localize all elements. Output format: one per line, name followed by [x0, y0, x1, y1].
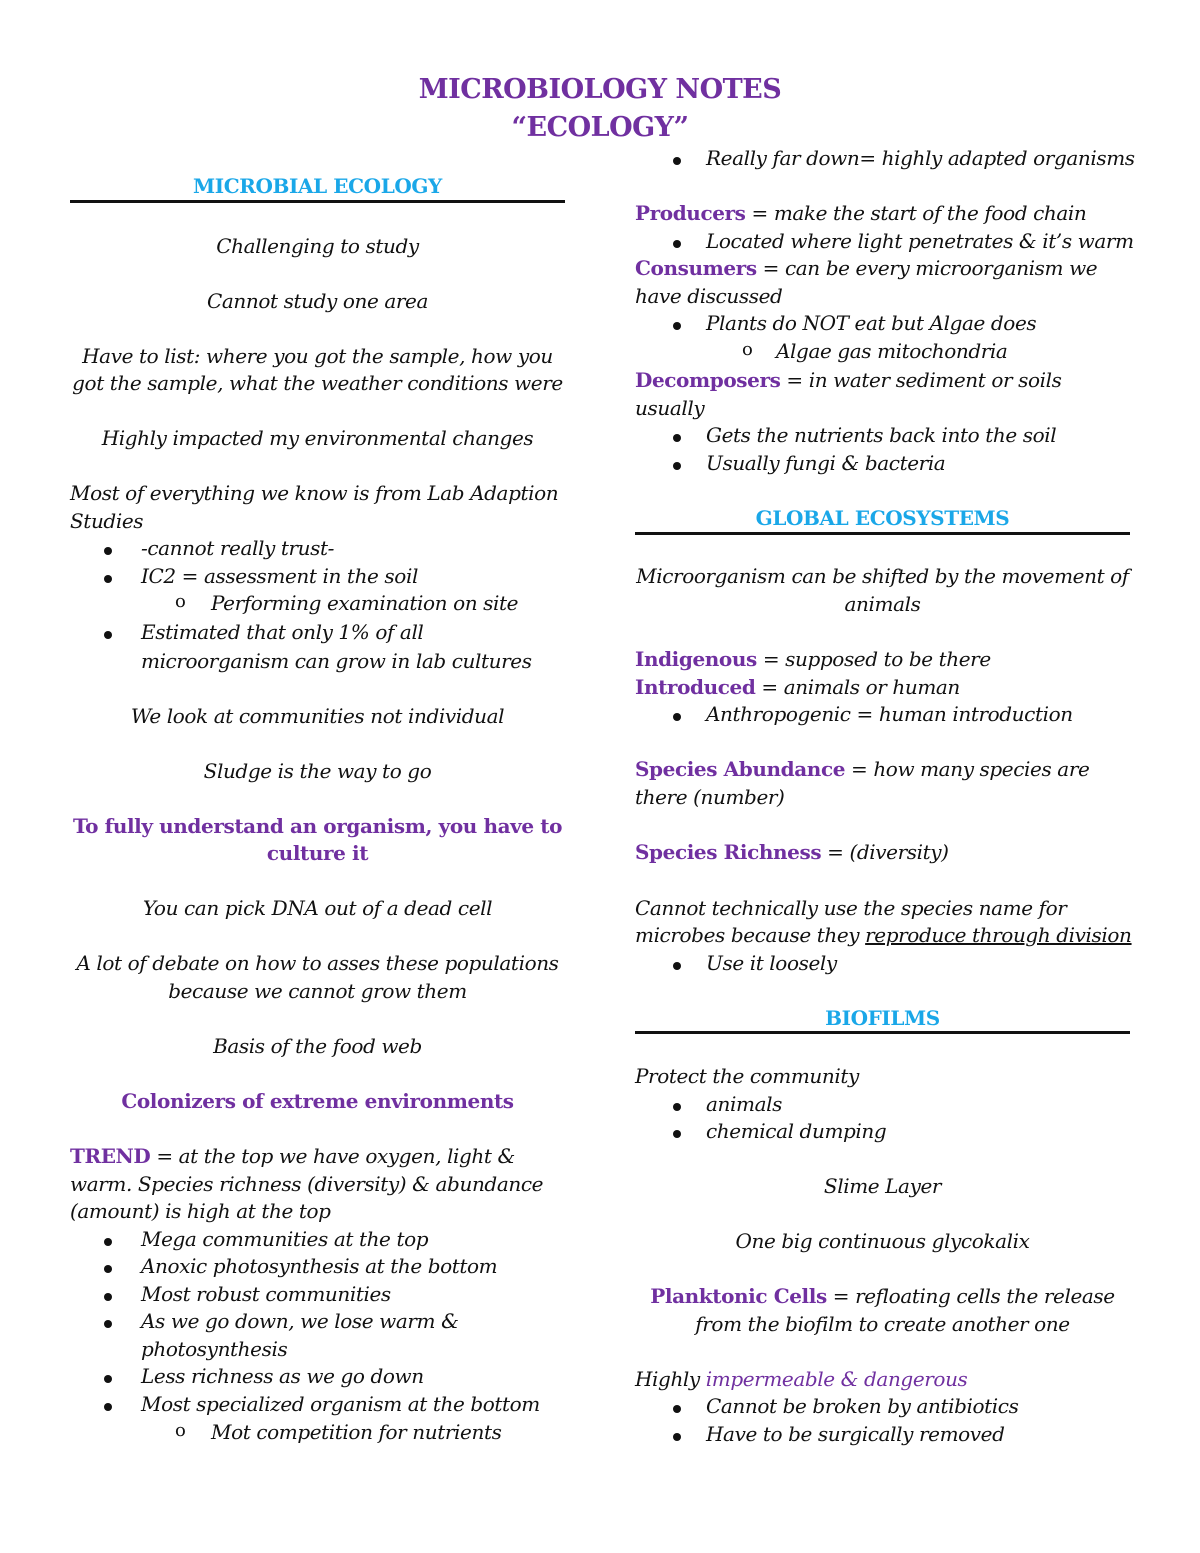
emphasis-line: culture it	[266, 841, 369, 865]
term-line	[635, 838, 1130, 866]
sub-bullet-item: Performing examination on site	[211, 591, 519, 615]
sub-bullet-item: Mot competition for nutrients	[211, 1420, 502, 1444]
note-line: Have to list: where you got the sample, how you	[82, 344, 553, 368]
note-line: Slime Layer	[823, 1174, 942, 1198]
document-title: MICROBIOLOGY NOTES	[418, 74, 782, 105]
term-definition: = in water sediment or soils	[780, 368, 1062, 392]
bullet-item: Use it loosely	[706, 951, 837, 975]
term-label: Species Abundance	[635, 757, 846, 781]
term-line	[635, 1282, 1130, 1310]
bullet-item: Less richness as we go down	[141, 1364, 424, 1388]
note-line: Cannot study one area	[206, 289, 429, 313]
bullet-icon	[673, 713, 681, 721]
bullet-item: microorganism can grow in lab cultures	[141, 649, 532, 673]
term-label: Planktonic Cells	[650, 1284, 827, 1308]
emphasis-text: impermeable & dangerous	[705, 1367, 968, 1391]
term-line	[635, 199, 1130, 227]
bullet-item: IC2 = assessment in the soil	[141, 564, 418, 588]
bullet-item: Gets the nutrients back into the soil	[706, 423, 1057, 447]
bullet-item: photosynthesis	[141, 1337, 288, 1361]
term-definition: = (diversity)	[821, 840, 949, 864]
bullet-item: Most specialized organism at the bottom	[141, 1392, 540, 1416]
term-label: Introduced	[635, 675, 756, 699]
bullet-icon	[673, 1433, 681, 1441]
note-line: from the biofilm to create another one	[695, 1312, 1070, 1336]
term-definition: = supposed to be there	[756, 647, 991, 671]
note-line: We look at communities not individual	[130, 704, 505, 728]
sub-bullet-icon: o	[175, 591, 186, 612]
bullet-item: animals	[706, 1092, 782, 1116]
term-label: Species Richness	[635, 840, 822, 864]
term-line	[635, 645, 1130, 673]
note-line: (amount) is high at the top	[70, 1199, 331, 1223]
trend-line	[70, 1142, 565, 1170]
bullet-icon	[104, 1320, 112, 1328]
note-line: usually	[635, 396, 705, 420]
document-subtitle: “ECOLOGY”	[511, 112, 689, 143]
note-line: Basis of the food web	[213, 1034, 422, 1058]
bullet-icon	[104, 1238, 112, 1246]
note-line	[635, 1365, 1130, 1393]
note-line: Most of everything we know is from Lab Adaption	[70, 481, 559, 505]
sub-bullet-icon: o	[742, 339, 753, 360]
term-label: TREND	[70, 1144, 151, 1168]
term-label: Producers	[635, 201, 746, 225]
bullet-item: Anoxic photosynthesis at the bottom	[141, 1254, 498, 1278]
bullet-item: Most robust communities	[141, 1282, 391, 1306]
term-line	[635, 366, 1130, 394]
bullet-item: Usually fungi & bacteria	[706, 451, 946, 475]
bullet-item: Located where light penetrates & it’s warm	[706, 229, 1134, 253]
bullet-icon	[673, 1405, 681, 1413]
note-text: Highly	[635, 1367, 706, 1391]
note-line: You can pick DNA out of a dead cell	[142, 896, 493, 920]
bullet-item: Plants do NOT eat but Algae does	[706, 311, 1037, 335]
bullet-item: As we go down, we lose warm &	[141, 1309, 459, 1333]
section-divider	[70, 200, 565, 203]
note-line: Microorganism can be shifted by the movement of	[636, 564, 1129, 588]
bullet-item: Cannot be broken by antibiotics	[706, 1394, 1019, 1418]
bullet-icon	[673, 322, 681, 330]
heading-biofilms: BIOFILMS	[825, 1006, 940, 1030]
note-line: got the sample, what the weather conditions were	[72, 371, 563, 395]
bullet-icon	[104, 1375, 112, 1383]
heading-microbial-ecology: MICROBIAL ECOLOGY	[193, 174, 442, 198]
term-line	[635, 254, 1130, 282]
bullet-icon	[104, 575, 112, 583]
emphasis-line: To fully understand an organism, you have to	[72, 814, 563, 838]
term-line	[635, 673, 1130, 701]
term-label: Decomposers	[635, 368, 781, 392]
term-definition: = animals or human	[755, 675, 960, 699]
bullet-icon	[104, 1265, 112, 1273]
note-line: A lot of debate on how to asses these populations	[76, 951, 559, 975]
bullet-item: Really far down= highly adapted organisms	[706, 146, 1135, 170]
term-definition: = can be every microorganism we	[756, 256, 1098, 280]
bullet-item: Anthropogenic = human introduction	[706, 702, 1073, 726]
underlined-text: reproduce through division	[865, 923, 1132, 947]
bullet-icon	[673, 462, 681, 470]
bullet-item: -cannot really trust-	[141, 536, 334, 560]
note-line: Protect the community	[635, 1064, 859, 1088]
emphasis-line: Colonizers of extreme environments	[121, 1089, 514, 1113]
bullet-item: Mega communities at the top	[141, 1227, 429, 1251]
note-line: Cannot technically use the species name for	[635, 896, 1067, 920]
bullet-icon	[673, 240, 681, 248]
note-line: Sludge is the way to go	[203, 759, 432, 783]
note-line: Challenging to study	[216, 234, 419, 258]
note-line: because we cannot grow them	[168, 979, 467, 1003]
term-label: Consumers	[635, 256, 757, 280]
section-divider	[635, 1031, 1130, 1034]
term-line	[635, 755, 1130, 783]
note-line: Highly impacted my environmental changes	[101, 426, 534, 450]
note-line: Studies	[70, 509, 144, 533]
bullet-icon	[104, 1293, 112, 1301]
term-definition: = make the start of the food chain	[745, 201, 1087, 225]
bullet-icon	[673, 962, 681, 970]
bullet-icon	[104, 1403, 112, 1411]
bullet-item: Have to be surgically removed	[706, 1422, 1005, 1446]
note-line: One big continuous glycokalix	[735, 1229, 1030, 1253]
bullet-icon	[673, 1130, 681, 1138]
note-line: animals	[844, 592, 921, 616]
bullet-item: chemical dumping	[706, 1119, 887, 1143]
note-line: warm. Species richness (diversity) & abundance	[70, 1172, 544, 1196]
bullet-icon	[673, 157, 681, 165]
term-label: Indigenous	[635, 647, 757, 671]
bullet-item: Estimated that only 1% of all	[141, 620, 424, 644]
note-line: have discussed	[635, 284, 783, 308]
section-divider	[635, 532, 1130, 535]
bullet-icon	[673, 434, 681, 442]
sub-bullet-item: Algae gas mitochondria	[776, 339, 1008, 363]
heading-global-ecosystems: GLOBAL ECOSYSTEMS	[755, 506, 1010, 530]
note-text: microbes because they	[635, 923, 866, 947]
sub-bullet-icon: o	[175, 1420, 186, 1441]
term-definition: = refloating cells the release	[826, 1284, 1115, 1308]
term-definition: = how many species are	[845, 757, 1090, 781]
note-line	[635, 921, 1130, 949]
term-definition: = at the top we have oxygen, light &	[150, 1144, 515, 1168]
bullet-icon	[673, 1103, 681, 1111]
bullet-icon	[104, 631, 112, 639]
bullet-icon	[104, 547, 112, 555]
note-line: there (number)	[635, 785, 785, 809]
